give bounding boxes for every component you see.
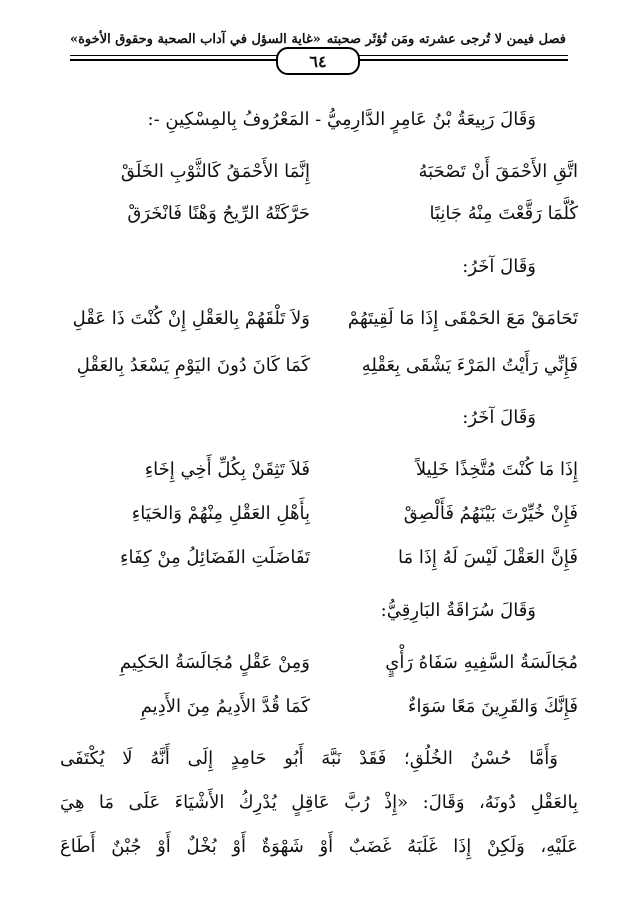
page-number: ٦٤	[309, 51, 327, 71]
verse-second-hemistich: تَفَاضَلَتِ الفَضَائِلُ مِنْ كِفَاءِ	[120, 547, 310, 568]
verse-second-hemistich: بِأَهْلِ العَقْلِ مِنْهُمْ وَالحَيَاءِ	[131, 503, 310, 524]
intro-line: وَقَالَ آخَرُ:	[462, 256, 536, 277]
verse-first-hemistich: اتَّقِ الأَحْمَقَ أَنْ تَصْحَبَهُ	[418, 161, 578, 182]
verse-row	[60, 544, 578, 572]
verse-row	[60, 693, 578, 721]
verse-second-hemistich: وَمِنْ عَقْلٍ مُجَالَسَةُ الحَكِيمِ	[119, 652, 310, 673]
verse-first-hemistich: فَإِنَّكَ وَالقَرِينَ مَعًا سَوَاءٌ	[407, 696, 578, 717]
verse-first-hemistich: كُلَّمَا رَقَّعْتَ مِنْهُ جَانِبًا	[429, 203, 578, 224]
intro-line: وَقَالَ رَبِيعَةُ بْنُ عَامِرٍ الدَّارِمِيُّ - المَعْرُوفُ بِالمِسْكِينِ -:	[147, 109, 536, 130]
running-title-left: «غاية السؤل في آداب الصحبة وحقوق الأخوة»	[70, 31, 321, 47]
running-title-right: فصل فيمن لا تُرجى عشرته ومَن تُؤثَر صحبته	[326, 31, 566, 47]
verse-first-hemistich: تَحَامَقْ مَعَ الحَمْقَى إِذَا مَا لَقِيتَهُمْ	[347, 308, 578, 329]
verse-row	[60, 200, 578, 228]
intro-line: وَقَالَ آخَرُ:	[462, 407, 536, 428]
prose-line: بِالعَقْلِ دُونَهُ، وَقَالَ: «إِذْ رُبَّ عَاقِلٍ يُدْرِكُ الأَشْيَاءَ عَلَى مَا هِيَ	[60, 792, 578, 813]
verse-second-hemistich: كَمَا قُدَّ الأَدِيمُ مِنَ الأَدِيمِ	[140, 696, 310, 717]
verse-row	[60, 305, 578, 333]
verse-row	[60, 352, 578, 380]
verse-second-hemistich: كَمَا كَانَ دُونَ اليَوْمِ يَسْعَدُ بِالعَقْلِ	[76, 355, 310, 376]
verse-first-hemistich: فَإِنَّ العَقْلَ لَيْسَ لَهُ إِذَا مَا	[398, 547, 578, 568]
verse-first-hemistich: فَإِنْ خُيِّرْتَ بَيْنَهُمُ فَأَلْصِقْ	[403, 503, 578, 524]
verse-first-hemistich: فَإِنِّي رَأَيْتُ المَرْءَ يَشْقَى بِعَقْلِهِ	[361, 355, 578, 376]
verse-row	[60, 649, 578, 677]
main-text	[60, 0, 578, 902]
prose-line: وَأَمَّا حُسْنُ الخُلُقِ؛ فَقَدْ نَبَّهَ أَبُو حَامِدٍ إِلَى أَنَّهُ لَا يُكْتَفَى	[60, 748, 558, 769]
verse-first-hemistich: مُجَالَسَةُ السَّفِيهِ سَفَاهُ رَأْيٍ	[385, 652, 578, 673]
verse-row	[60, 456, 578, 484]
verse-second-hemistich: فَلاَ تَثِقَنْ بِكُلِّ أَخِي إِخَاءِ	[144, 459, 310, 480]
verse-row	[60, 158, 578, 186]
intro-line: وَقَالَ سُرَاقَةُ البَارِقِيُّ:	[380, 600, 536, 621]
verse-second-hemistich: إِنَّمَا الأَحْمَقُ كَالثَّوْبِ الخَلَقْ	[120, 161, 310, 182]
verse-first-hemistich: إِذَا مَا كُنْتَ مُتَّخِذًا خَلِيلاً	[415, 459, 578, 480]
prose-line: عَلَيْهِ، وَلَكِنْ إِذَا غَلَبَهُ غَضَبٌ أَوْ شَهْوَةٌ أَوْ بُخْلٌ أَوْ جُبْنٌ أَطَاعَ	[60, 836, 578, 857]
verse-row	[60, 500, 578, 528]
verse-second-hemistich: حَرَّكَتْهُ الرِّيحُ وَهْنًا فَانْخَرَقْ	[127, 203, 310, 224]
verse-second-hemistich: وَلاَ تَلْقَهُمْ بِالعَقْلِ إِنْ كُنْتَ ذَا عَقْلِ	[72, 308, 310, 329]
